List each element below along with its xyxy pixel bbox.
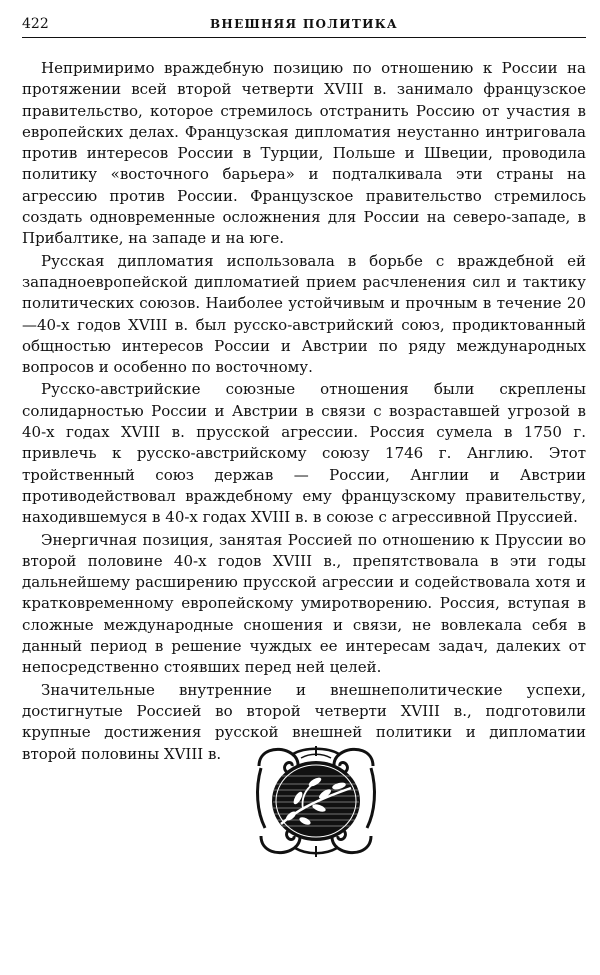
- paragraph-1: Непримиримо враждебную позицию по отношению к России на протяжении всей второй четверти XVIII в. занимало французское правительство, которое стремилось отстранить Россию от участия в европейских делах. Французская дипломатия неустанно интриговала против интересов России в Турции, Польше и Швеции, проводила политику «восточного барьера» и подталкивала эти страны на агрессию против России. Французское правительство стремилось создать одновременные осложнения для России на северо-западе, в Прибалтике, на западе и на юге.: [22, 59, 586, 248]
- running-title: ВНЕШНЯЯ ПОЛИТИКА: [209, 17, 398, 31]
- paragraph-5: Значительные внутренние и внешнеполитические успехи, достигнутые Россией во второй четверти XVIII в., подготовили крупные достижения русской внешней политики и дипломатии второй половины XVIII в.: [22, 680, 586, 763]
- paragraph-2: Русская дипломатия использовала в борьбе с враждебной ей западноевропейской дипломатией прием расчленения сил и тактику политических союзов. Наиболее устойчивым и прочным в течение 20—40-х годов XVIII в. был русско-австрийский союз, продиктованный общностью интересов России и Австрии по ряду международных вопросов и особенно по восточному.: [22, 251, 586, 377]
- header-rule: [22, 37, 586, 38]
- page-number: 422: [22, 16, 49, 32]
- ornamental-vignette-icon: [255, 744, 377, 859]
- body-text: [22, 58, 586, 765]
- paragraph-4: Энергичная позиция, занятая Россией по отношению к Пруссии во второй половине 40-х годов XVIII в., препятствовала в эти годы дальнейшему расширению прусской агрессии и содействовала хотя и кратковременному европейскому умиротворению. Россия, вступая в сложные международные сношения и связи, не вовлекала себя в данный период в решение чуждых ее интересам задач, далеких от непосредственно стоявших перед ней целей.: [22, 530, 586, 677]
- paragraph-3: Русско-австрийские союзные отношения были скреплены солидарностью России и Австрии в связи с возраставшей угрозой в 40-х годах XVIII в. прусской агрессии. Россия сумела в 1750 г. привлечь к русско-австрийскому союзу 1746 г. Англию. Этот тройственный союз держав — России, Англии и Австрии противодействовал враждебному ему французскому правительству, находившемуся в 40-х годах XVIII в. в союзе с агрессивной Пруссией.: [22, 380, 586, 527]
- page-header: [22, 14, 586, 36]
